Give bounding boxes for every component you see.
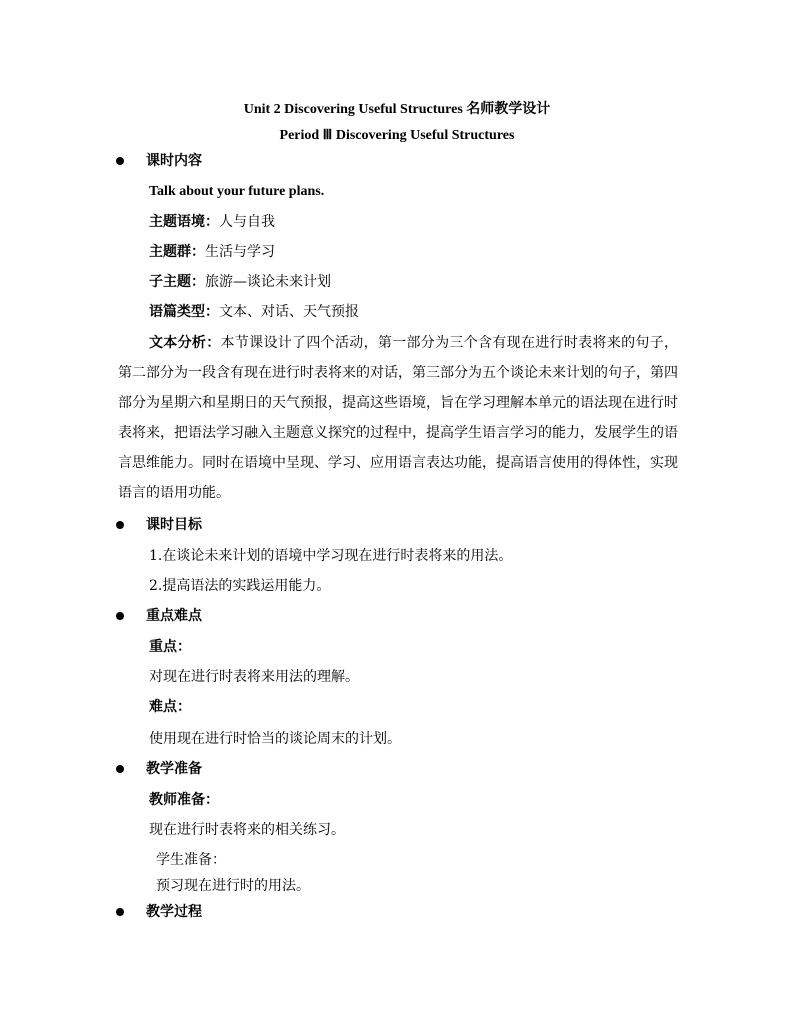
key-point-text: 对现在进行时表将来用法的理解。 [149,669,359,685]
difficult-point-label: 难点： [149,699,191,715]
topic-line: Talk about your future plans. [149,184,325,199]
theme-context-line [149,212,275,232]
document-title: Unit 2 Discovering Useful Structures 名师教学设计 [243,102,551,117]
section-heading-process: 教学过程 [146,904,202,920]
theme-group-line [149,242,275,262]
section-heading-content: 课时内容 [146,153,202,169]
genre-line [149,302,359,322]
difficult-point-text: 使用现在进行时恰当的谈论周末的计划。 [149,731,401,747]
section-heading-preparation: 教学准备 [146,761,202,777]
text-analysis-paragraph [118,328,678,508]
bullet-icon [116,612,124,620]
bullet-icon [116,908,124,916]
student-prep-text: 预习现在进行时的用法。 [156,878,310,894]
document-subtitle: Period Ⅲ Discovering Useful Structures [279,128,515,143]
text-analysis-body: 本节课设计了四个活动，第一部分为三个含有现在进行时表将来的句子，第二部分为一段含有现在进行时表将来的对话，第三部分为五个谈论未来计划的句子，第四部分为星期六和星期日的天气预报，提高这些语境，旨在学习理解本单元的语法现在进行时表将来，把语法学习融入主题意义探究的过程中，提高学生语言学习的能力，发展学生的语言思维能力。同时在语境中呈现、学习、应用语言表达功能，提高语言使用的得体性，实现语言的语用功能。 [118,335,679,501]
goal-item-2: 2.提高语法的实践运用能力。 [149,578,331,594]
theme-group-label: 主题群： [149,244,205,260]
theme-context-label: 主题语境： [149,214,219,230]
theme-context-value: 人与自我 [219,214,275,230]
genre-label: 语篇类型： [149,304,219,320]
subtheme-label: 子主题： [149,274,205,290]
student-prep-label: 学生准备： [156,852,226,868]
theme-group-value: 生活与学习 [205,244,275,260]
section-heading-goals: 课时目标 [146,517,202,533]
section-heading-key-points: 重点难点 [146,608,202,624]
teacher-prep-text: 现在进行时表将来的相关练习。 [149,822,345,838]
text-analysis-label: 文本分析： [149,335,221,351]
bullet-icon [116,765,124,773]
genre-value: 文本、对话、天气预报 [219,304,359,320]
bullet-icon [116,157,124,165]
goal-item-1: 1.在谈论未来计划的语境中学习现在进行时表将来的用法。 [149,548,513,564]
teacher-prep-label: 教师准备： [149,792,219,808]
key-point-label: 重点： [149,639,191,655]
subtheme-line [149,272,331,292]
bullet-icon [116,521,124,529]
subtheme-value: 旅游—谈论未来计划 [205,274,331,290]
